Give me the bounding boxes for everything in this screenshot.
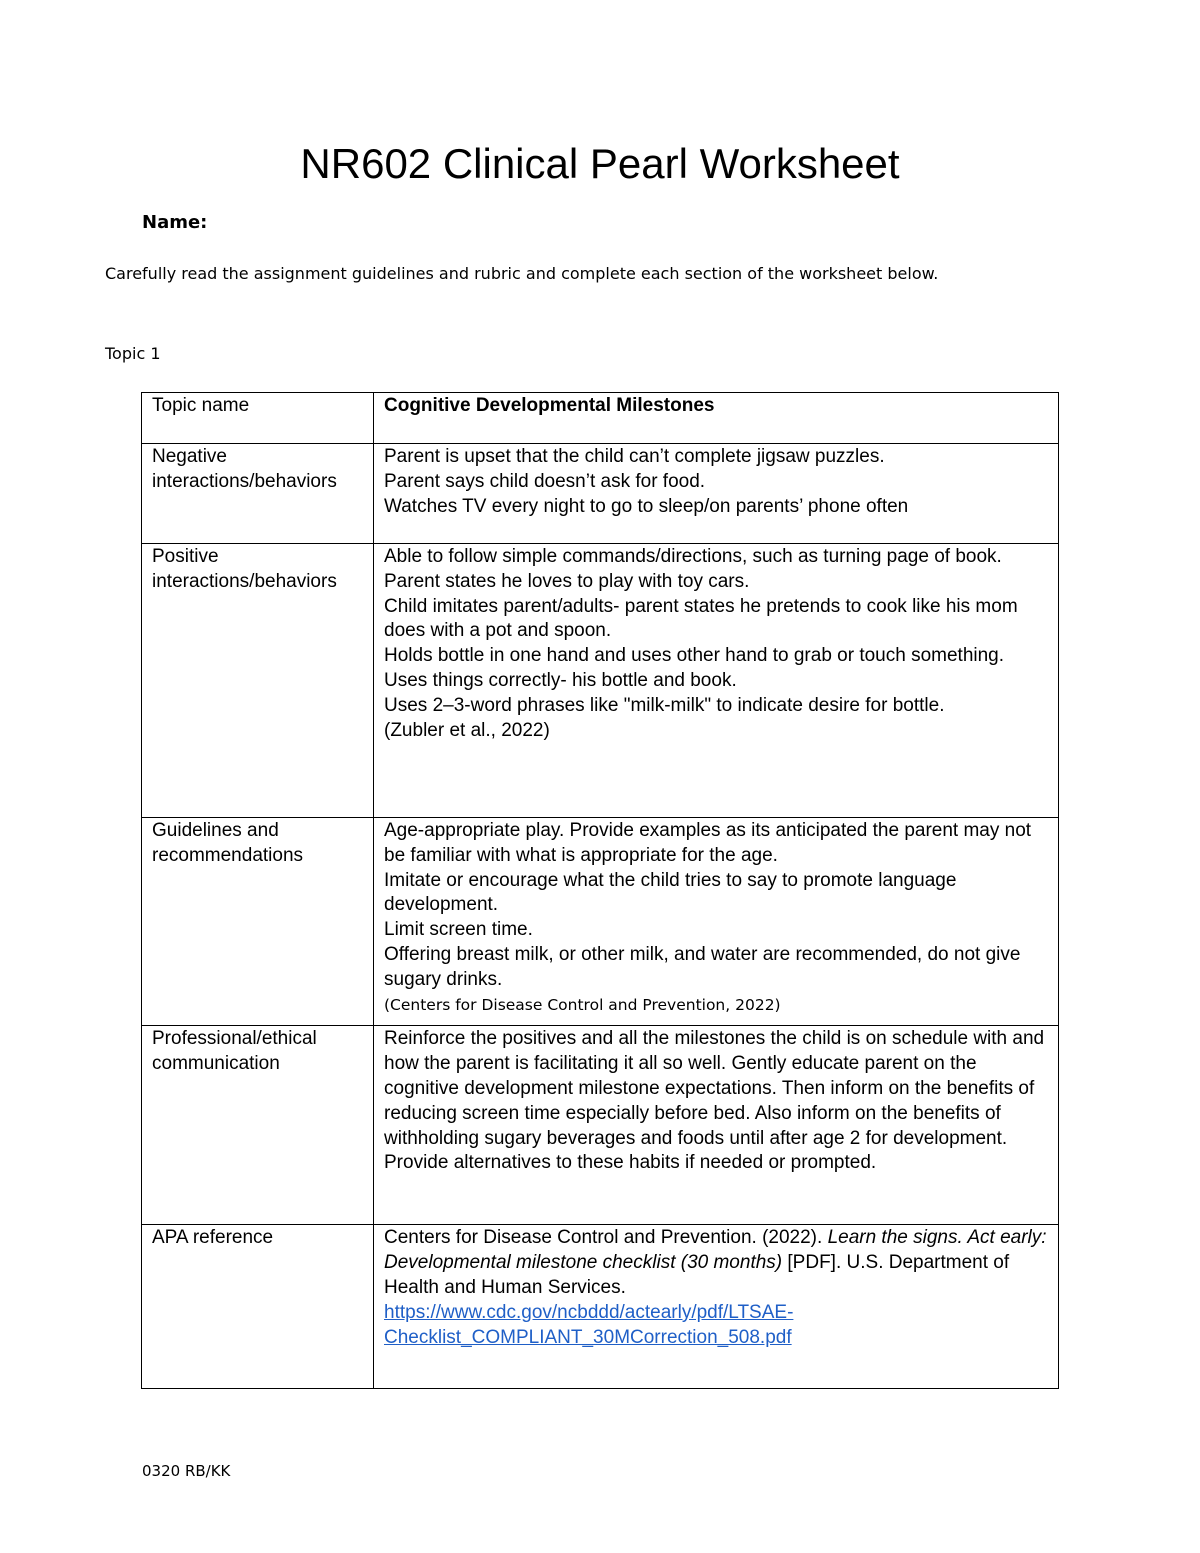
row-topic-name <box>142 393 1059 444</box>
positive-line: Able to follow simple commands/directions, such as turning page of book. <box>384 546 1002 567</box>
positive-line: Uses things correctly- his bottle and book. <box>384 669 737 691</box>
topic-name-text: Cognitive Developmental Milestones <box>384 395 715 416</box>
negative-line: Parent says child doesn’t ask for food. <box>384 470 706 492</box>
positive-value <box>374 544 1059 818</box>
apa-publisher: [PDF]. U.S. Department of Health and Human Services. <box>384 1252 1010 1298</box>
footer-code: 0320 RB/KK <box>142 1462 231 1480</box>
topic-label: Topic 1 <box>105 344 161 363</box>
apa-link-line1[interactable]: https://www.cdc.gov/ncbddd/actearly/pdf/LTSAE- <box>384 1301 794 1323</box>
row-professional <box>142 1026 1059 1225</box>
apa-author-date: Centers for Disease Control and Prevention. (2022). <box>384 1227 828 1249</box>
guideline-line: Limit screen time. <box>384 919 533 941</box>
guideline-line: Age-appropriate play. Provide examples as its anticipated the parent may not be familiar with what is appropriate for the age. <box>384 820 1032 866</box>
professional-label: Professional/ethical communication <box>142 1026 374 1225</box>
worksheet-table <box>141 392 1059 1389</box>
apa-title: Learn the signs. Act early: Developmental milestone checklist (30 months) <box>384 1227 1047 1274</box>
apa-value <box>374 1225 1059 1389</box>
guidelines-citation: (Centers for Disease Control and Prevention, 2022) <box>384 995 781 1014</box>
row-positive <box>142 544 1059 818</box>
positive-line: Child imitates parent/adults- parent states he pretends to cook like his mom does with a pot and spoon. <box>384 595 1018 642</box>
topic-name-label: Topic name <box>142 393 374 444</box>
guidelines-label: Guidelines and recommendations <box>142 818 374 1026</box>
negative-label: Negative interactions/behaviors <box>142 444 374 544</box>
professional-value: Reinforce the positives and all the milestones the child is on schedule with and how the parent is facilitating it all so well. Gently educate parent on the cognitive development milestone expectations. Then inform on the benefits of reducing screen time especially before bed. Also inform on the benefits of withholding sugary beverages and foods until after age 2 for development. Provide alternatives to these habits if needed or prompted. <box>374 1026 1059 1225</box>
negative-value <box>374 444 1059 544</box>
apa-label: APA reference <box>142 1225 374 1389</box>
positive-line: Holds bottle in one hand and uses other hand to grab or touch something. <box>384 645 1005 667</box>
row-guidelines <box>142 818 1059 1026</box>
negative-line: Parent is upset that the child can’t complete jigsaw puzzles. <box>384 446 885 467</box>
guidelines-value <box>374 818 1059 1026</box>
row-apa <box>142 1225 1059 1389</box>
positive-line: Parent states he loves to play with toy cars. <box>384 570 750 592</box>
page-title: NR602 Clinical Pearl Worksheet <box>300 140 900 187</box>
row-negative <box>142 444 1059 544</box>
name-label: Name: <box>142 212 208 233</box>
negative-line: Watches TV every night to go to sleep/on parents’ phone often <box>384 495 909 517</box>
apa-link[interactable] <box>384 1302 793 1348</box>
instructions-text: Carefully read the assignment guidelines and rubric and complete each section of the worksheet below. <box>105 264 939 283</box>
topic-name-value <box>374 393 1059 444</box>
apa-link-line2[interactable]: Checklist_COMPLIANT_30MCorrection_508.pdf <box>384 1326 792 1348</box>
guideline-line: Offering breast milk, or other milk, and water are recommended, do not give sugary drinks. <box>384 943 1021 990</box>
guideline-line: Imitate or encourage what the child tries to say to promote language development. <box>384 869 957 916</box>
positive-line: (Zubler et al., 2022) <box>384 719 550 741</box>
positive-line: Uses 2–3-word phrases like "milk-milk" to indicate desire for bottle. <box>384 694 945 716</box>
positive-label: Positive interactions/behaviors <box>142 544 374 818</box>
